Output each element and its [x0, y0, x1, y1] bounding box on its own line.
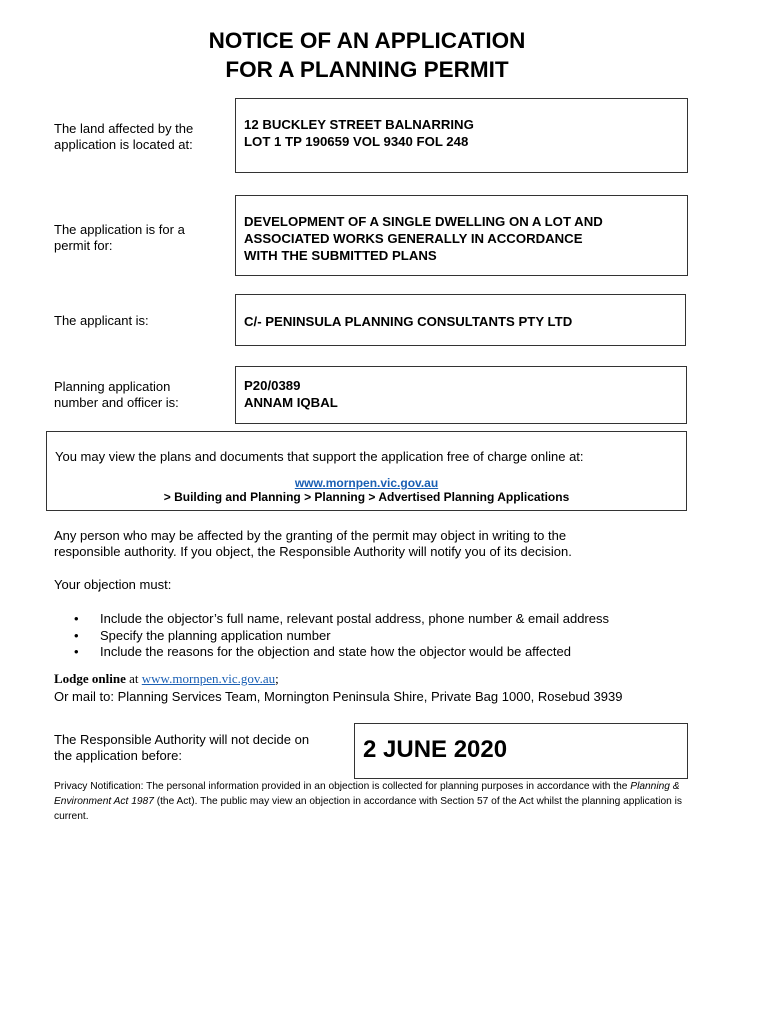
bullet-icon: •: [74, 611, 79, 626]
title-line-1: NOTICE OF AN APPLICATION: [208, 28, 526, 53]
applicant-name: C/- PENINSULA PLANNING CONSULTANTS PTY LTD: [244, 314, 573, 329]
list-item: • Specify the planning application number: [74, 627, 331, 643]
land-address: 12 BUCKLEY STREET BALNARRING: [244, 117, 474, 132]
applicant-box: [235, 294, 686, 346]
list-item: • Include the objector’s full name, relevant postal address, phone number & email address: [74, 611, 609, 626]
mail-address: Or mail to: Planning Services Team, Mornington Peninsula Shire, Private Bag 1000, Rosebud 3939: [54, 689, 623, 704]
planning-officer: ANNAM IQBAL: [244, 395, 338, 410]
objection-paragraph: Any person who may be affected by the granting of the permit may object in writing to the responsible authority. If you object, the Responsible Authority will notify you of its decision.: [54, 528, 572, 559]
view-online-box: [46, 431, 687, 511]
applicant-label: The applicant is:: [54, 313, 149, 328]
land-label: The land affected by the application is located at:: [54, 121, 194, 152]
notice-title: [0, 26, 734, 84]
planning-label: Planning application number and officer is:: [54, 379, 179, 410]
land-title-reference: LOT 1 TP 190659 VOL 9340 FOL 248: [244, 134, 469, 149]
planning-box: [235, 366, 687, 424]
title-line-2: FOR A PLANNING PERMIT: [225, 57, 509, 82]
mornpen-website-link[interactable]: www.mornpen.vic.gov.au: [294, 476, 439, 490]
bullet-icon: •: [74, 627, 79, 643]
privacy-notification: Privacy Notification: The personal information provided in an objection is collected for planning purposes in accordance with the Planning & Environment Act 1987 (the Act). The public may view an objection in accordance with Section 57 of the Act whilst the planning application is current.: [54, 781, 683, 822]
lodge-online-line: Lodge online at www.mornpen.vic.gov.au;: [54, 671, 279, 686]
decision-label: The Responsible Authority will not decide on the application before:: [54, 732, 310, 763]
website-navigation-path: > Building and Planning > Planning > Advertised Planning Applications: [163, 490, 570, 504]
application-label: The application is for a permit for:: [54, 222, 185, 253]
lodge-online-link[interactable]: www.mornpen.vic.gov.au: [141, 671, 276, 686]
land-address-box: [235, 98, 688, 173]
view-intro: You may view the plans and documents that support the application free of charge online at:: [55, 449, 584, 464]
lodge-online-label: Lodge online: [54, 671, 126, 686]
decision-date: 2 JUNE 2020: [363, 736, 508, 763]
objection-requirements-list: [54, 611, 609, 661]
objection-must-heading: Your objection must:: [54, 577, 172, 592]
decision-date-box: [354, 723, 688, 779]
act-name: Planning & Environment Act 1987: [54, 781, 680, 807]
list-item: • Include the reasons for the objection and state how the objector would be affected: [74, 644, 571, 659]
bullet-icon: •: [74, 644, 79, 659]
application-number: P20/0389: [244, 378, 301, 393]
application-description-box: DEVELOPMENT OF A SINGLE DWELLING ON A LOT AND ASSOCIATED WORKS GENERALLY IN ACCORDANCE WITH THE SUBMITTED PLANS: [235, 195, 688, 276]
